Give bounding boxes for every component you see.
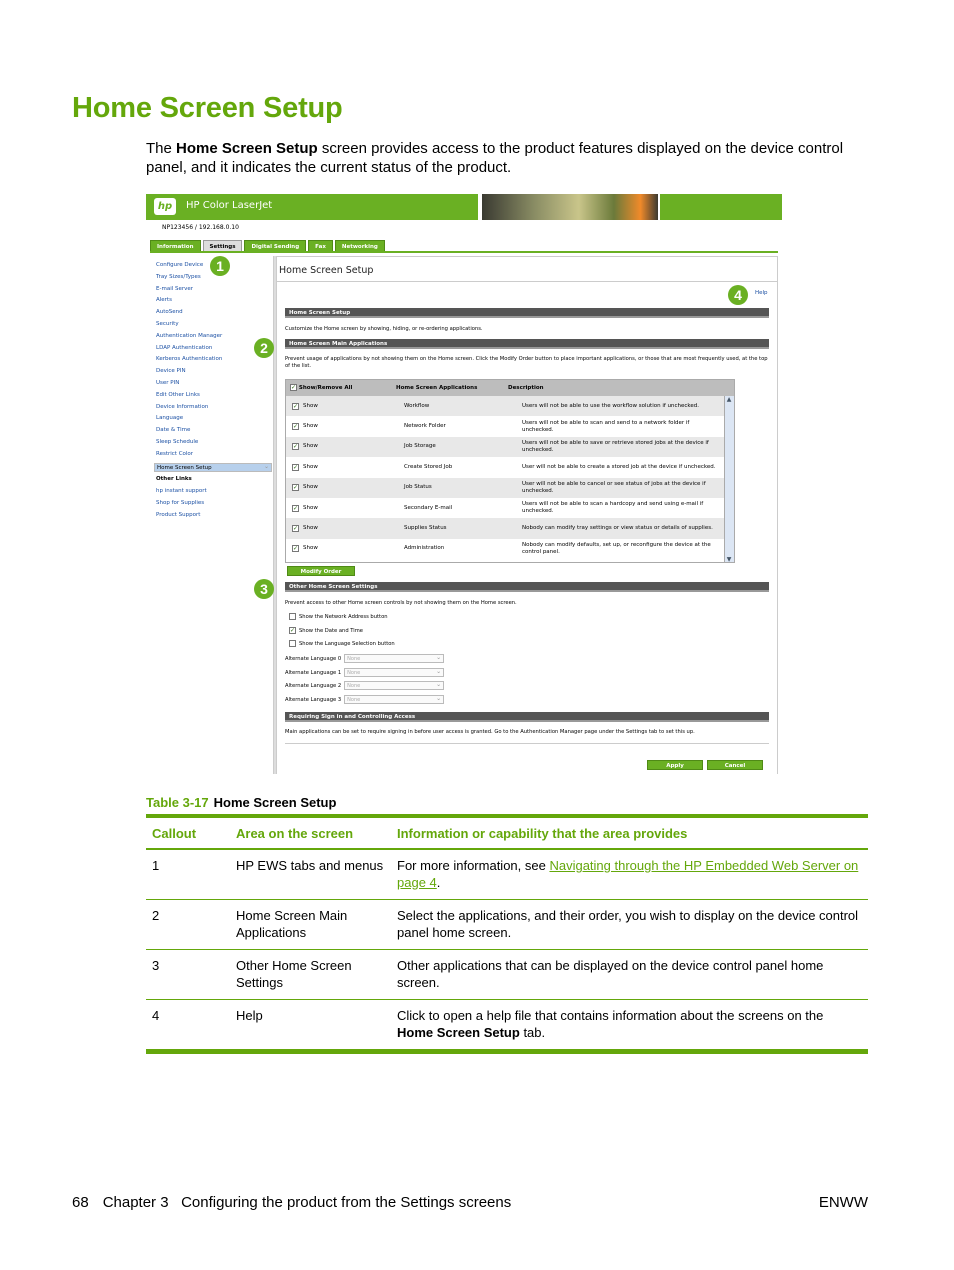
app-name: Secondary E-mail [404, 504, 453, 511]
app-name: Job Storage [404, 443, 436, 450]
alt-language-1: Alternate Language 1 None ⌄ [285, 668, 444, 677]
nav-item[interactable]: Security [156, 321, 179, 327]
callout-4: 4 [728, 285, 748, 305]
page-title: Home Screen Setup [72, 92, 343, 124]
app-row: ✓ Show Secondary E-mail Users will not be able to scan a hardcopy and send using e-mail if unchecked. [286, 498, 734, 518]
grid-header-show[interactable]: ✓ Show/Remove All [291, 384, 353, 391]
app-name: Job Status [404, 484, 432, 491]
alt-language-select[interactable]: None ⌄ [344, 681, 444, 690]
app-description: Users will not be able to scan a hardcopy and send using e-mail if unchecked. [522, 501, 704, 515]
chapter-title: Chapter 3 Configuring the product from the Settings screens [102, 1194, 512, 1211]
option-network-address[interactable]: Show the Network Address button [289, 613, 388, 620]
nav-other-heading: Other Links [156, 476, 192, 483]
app-description: Users will not be able to save or retrieve stored jobs at the device if unchecked. [522, 439, 709, 453]
grid-header-apps: Home Screen Applications [396, 385, 478, 391]
section-text-main-apps: Prevent usage of applications by not showing them on the Home screen. Click the Modify Order button to place important applications, or those that are most frequently used, at the top of the list. [285, 356, 768, 369]
nav-item[interactable]: E-mail Server [156, 285, 194, 292]
nav-item[interactable]: Home Screen Setup ⌄ [154, 463, 272, 472]
product-name: HP Color LaserJet [186, 200, 273, 211]
app-row: ✓ Show Supplies Status Nobody can modify tray settings or view status or details of supplies. [286, 518, 734, 538]
section-bar-main-apps: Home Screen Main Applications [285, 339, 769, 349]
grid-header-description: Description [508, 385, 544, 391]
left-nav [150, 256, 274, 774]
help-link[interactable]: Help [755, 290, 768, 296]
section-bar-setup: Home Screen Setup [285, 308, 769, 318]
grid-header [286, 380, 734, 396]
table-row: 2 Home Screen Main Applications Select the applications, and their order, you wish to display on the device control panel home screen. [146, 900, 868, 950]
table-header [146, 818, 868, 850]
device-address: NP123456 / 192.168.0.10 [162, 224, 239, 231]
checkbox-icon[interactable]: ✓ [293, 402, 299, 410]
section-text-other-settings: Prevent access to other Home screen controls by not showing them on the Home screen. [285, 600, 517, 606]
app-row: ✓ Show Job Storage Users will not be able to save or retrieve stored jobs at the device if unchecked. [286, 437, 734, 457]
checkbox-icon[interactable]: ✓ [293, 525, 299, 533]
app-name: Administration [404, 545, 445, 552]
hp-logo-icon: hp [154, 198, 176, 215]
app-description: Nobody can modify defaults, set up, or reconfigure the device at the control panel. [522, 541, 711, 555]
app-description: Users will not be able to use the workflow solution if unchecked. [522, 402, 700, 409]
page-footer-right: ENWW [818, 1194, 868, 1211]
checkbox-icon[interactable]: ✓ [293, 545, 299, 553]
callout-3: 3 [254, 579, 274, 599]
section-text-sign-in: Main applications can be set to require signing in before user access is granted. Go to the Authentication Manager page under the Settings tab to set this up. [285, 729, 695, 735]
checkbox-icon[interactable]: ✓ [291, 384, 297, 391]
nav-item[interactable]: Device PIN [156, 368, 186, 375]
table-row: 1 HP EWS tabs and menus For more information, see Navigating through the HP Embedded Web Server on page 4. [146, 850, 868, 900]
nav-item[interactable]: Date & Time [156, 427, 191, 434]
settings-content [276, 256, 778, 774]
nav-item[interactable]: User PIN [156, 380, 180, 386]
app-row: ✓ Show Network Folder Users will not be able to scan and send to a network folder if unchecked. [286, 416, 734, 436]
nav-item[interactable]: Alerts [156, 297, 172, 304]
ews-screenshot [146, 194, 782, 774]
nav-item[interactable]: Kerberos Authentication [156, 356, 223, 363]
header-info: Information or capability that the area provides [397, 825, 688, 841]
nav-other-item[interactable]: Product Support [156, 512, 201, 518]
tab-digital-sending[interactable]: Digital Sending [244, 240, 306, 252]
checkbox-icon[interactable] [289, 640, 296, 647]
nav-item[interactable]: LDAP Authentication [156, 344, 213, 351]
banner-photo [482, 194, 658, 220]
nav-item[interactable]: Language [156, 415, 184, 422]
table-caption: Table 3-17 Home Screen Setup [146, 795, 337, 810]
nav-item[interactable]: Authentication Manager [156, 332, 223, 339]
header-area: Area on the screen [236, 825, 354, 841]
nav-item[interactable]: Device Information [156, 403, 209, 410]
modify-order-button[interactable]: Modify Order [287, 566, 355, 576]
checkbox-icon[interactable]: ✓ [293, 443, 299, 451]
tab-fax[interactable]: Fax [308, 240, 333, 252]
ews-navigation-link[interactable]: Navigating through the HP Embedded Web Server on page 4 [397, 858, 859, 890]
nav-item[interactable]: Restrict Color [156, 450, 194, 457]
checkbox-icon[interactable]: ✓ [293, 504, 299, 512]
alt-language-3: Alternate Language 3 None ⌄ [285, 695, 444, 704]
callout-1: 1 [210, 256, 230, 276]
scroll-up-icon[interactable]: ▲ [726, 396, 732, 403]
nav-other-item[interactable]: hp instant support [156, 488, 207, 495]
nav-item[interactable]: Tray Sizes/Types [156, 273, 201, 280]
alt-language-select[interactable]: None ⌄ [344, 695, 444, 704]
apply-button[interactable]: Apply [647, 760, 703, 770]
callout-2: 2 [254, 338, 274, 358]
content-title: Home Screen Setup [279, 265, 374, 276]
app-name: Supplies Status [404, 525, 447, 532]
tab-settings[interactable]: Settings [203, 240, 243, 252]
cancel-button[interactable]: Cancel [707, 760, 763, 770]
app-description: User will not be able to create a stored job at the device if unchecked. [522, 463, 716, 470]
nav-item[interactable]: Sleep Schedule [156, 439, 199, 445]
section-bar-sign-in: Requiring Sign in and Controlling Access [285, 712, 769, 722]
checkbox-icon[interactable]: ✓ [293, 463, 299, 471]
applications-grid [285, 379, 735, 563]
tab-networking[interactable]: Networking [335, 240, 385, 252]
app-row: ✓ Show Create Stored Job User will not be able to create a stored job at the device if unchecked. [286, 457, 734, 477]
app-row: ✓ Show Administration Nobody can modify defaults, set up, or reconfigure the device at the control panel. [286, 539, 734, 559]
section-bar-other-settings: Other Home Screen Settings [285, 582, 769, 592]
app-description: Users will not be able to scan and send to a network folder if unchecked. [522, 419, 690, 433]
checkbox-icon[interactable]: ✓ [293, 423, 299, 431]
section-text-setup: Customize the Home screen by showing, hiding, or re-ordering applications. [285, 326, 483, 332]
app-name: Create Stored Job [404, 463, 453, 470]
scroll-down-icon[interactable]: ▼ [726, 556, 732, 563]
checkbox-icon[interactable]: ✓ [290, 627, 296, 634]
app-description: Nobody can modify tray settings or view status or details of supplies. [522, 525, 713, 532]
table-row: 4 Help Click to open a help file that contains information about the screens on the Home Screen Setup tab. [146, 1000, 868, 1050]
tab-information[interactable]: Information [150, 240, 201, 252]
checkbox-icon[interactable] [289, 613, 296, 620]
app-row: ✓ Show Workflow Users will not be able to use the workflow solution if unchecked. [286, 396, 734, 416]
alt-language-0: Alternate Language 0 None ⌄ [285, 654, 444, 663]
nav-item[interactable]: Edit Other Links [156, 391, 200, 398]
checkbox-icon[interactable]: ✓ [293, 484, 299, 492]
ews-banner [146, 194, 782, 220]
intro-paragraph: The Home Screen Setup screen provides access to the product features displayed on the device control panel, and it indicates the current status of the product. [146, 140, 844, 176]
page-number: 68 [72, 1194, 89, 1211]
app-name: Network Folder [404, 423, 446, 430]
alt-language-2: Alternate Language 2 None ⌄ [285, 681, 444, 690]
callout-table [146, 814, 868, 1054]
grid-scrollbar[interactable] [724, 396, 734, 563]
nav-other-item[interactable]: Shop for Supplies [156, 500, 205, 507]
app-description: User will not be able to cancel or see status of jobs at the device if unchecked. [522, 480, 706, 494]
page-footer-left [72, 1194, 525, 1211]
alt-language-select[interactable]: None ⌄ [344, 668, 444, 677]
nav-item[interactable]: Configure Device [156, 262, 204, 268]
app-row: ✓ Show Job Status User will not be able to cancel or see status of jobs at the device if unchecked. [286, 478, 734, 498]
option-date-time[interactable]: ✓ Show the Date and Time [290, 627, 363, 634]
app-name: Workflow [404, 402, 430, 409]
option-language-selection[interactable]: Show the Language Selection button [289, 640, 395, 647]
header-callout: Callout [152, 825, 197, 841]
alt-language-select[interactable]: None ⌄ [344, 654, 444, 663]
nav-item[interactable]: AutoSend [156, 309, 183, 316]
table-row: 3 Other Home Screen Settings Other applications that can be displayed on the device control panel home screen. [146, 950, 868, 1000]
